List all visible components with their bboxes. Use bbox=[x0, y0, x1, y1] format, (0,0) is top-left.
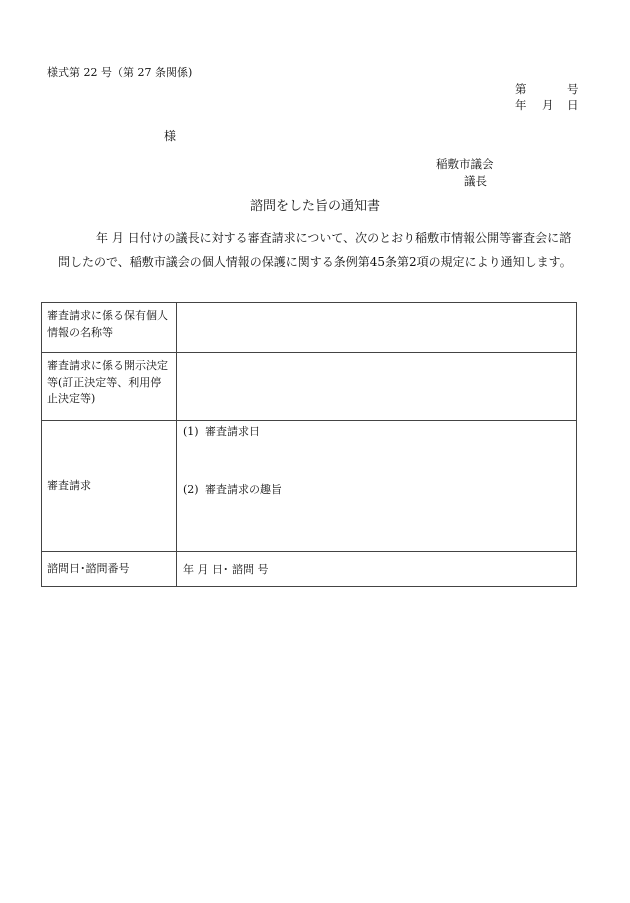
notice-body bbox=[58, 226, 578, 274]
table-row bbox=[42, 303, 577, 353]
request-purpose-marker: (2) bbox=[183, 483, 199, 496]
number-prefix: 第 bbox=[515, 82, 527, 96]
request-purpose-text: 審査請求の趣旨 bbox=[205, 483, 282, 496]
form-number: 様式第 22 号（第 27 条関係) bbox=[47, 66, 193, 79]
disclosure-decision-label: 審査請求に係る開示決定等(訂正決定等、利用停止決定等) bbox=[42, 353, 177, 421]
consultation-date-cell bbox=[177, 552, 577, 587]
sender-organization: 稲敷市議会 bbox=[436, 157, 494, 171]
review-request-label: 審査請求 bbox=[42, 421, 177, 552]
request-date-text: 審査請求日 bbox=[205, 425, 260, 438]
number-suffix: 号 bbox=[567, 82, 579, 96]
personal-info-name-cell bbox=[177, 303, 577, 353]
request-date-item bbox=[183, 421, 570, 479]
consultation-date-value: 年 月 日･ 諮問 号 bbox=[183, 563, 269, 576]
table-row bbox=[42, 552, 577, 587]
consultation-date-label: 諮問日･諮問番号 bbox=[42, 552, 177, 587]
disclosure-decision-cell bbox=[177, 353, 577, 421]
request-date-marker: (1) bbox=[183, 425, 199, 438]
review-request-cell bbox=[177, 421, 577, 552]
table-row bbox=[42, 353, 577, 421]
request-purpose-item bbox=[183, 479, 570, 537]
sender-title: 議長 bbox=[464, 174, 487, 188]
document-title: 諮問をした旨の通知書 bbox=[249, 199, 380, 214]
request-info-table bbox=[41, 302, 577, 587]
date-month: 月 bbox=[542, 98, 554, 112]
date-day: 日 bbox=[567, 98, 579, 112]
table-row bbox=[42, 421, 577, 552]
date-year: 年 bbox=[515, 98, 527, 112]
personal-info-name-label: 審査請求に係る保有個人情報の名称等 bbox=[42, 303, 177, 353]
notice-body-text: 年 月 日付けの議長に対する審査請求について、次のとおり稲敷市情報公開等審査会に諮問したので、稲敷市議会の個人情報の保護に関する条例第45条第2項の規定により通知します。 bbox=[58, 231, 572, 269]
addressee: 様 bbox=[164, 129, 177, 143]
